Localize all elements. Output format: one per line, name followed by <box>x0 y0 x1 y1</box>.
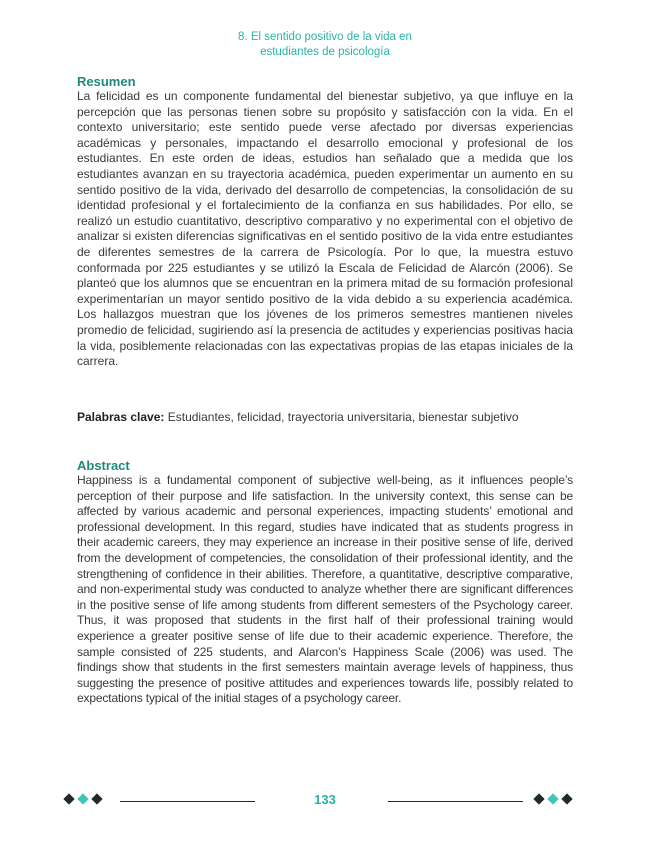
keywords-label: Palabras clave: <box>77 410 165 424</box>
footer-diamonds-right <box>535 795 571 803</box>
abstract-section <box>77 458 573 707</box>
abstract-heading: Abstract <box>77 458 130 473</box>
keywords-paragraph <box>77 410 573 426</box>
resumen-body: La felicidad es un componente fundamental del bienestar subjetivo, ya que influye en la percepción que las personas tienen sobre su propósito y satisfacción con la vida. En el contexto universitario; este sentido puede verse afectado por diversas experiencias académicas y personales, impactando el desarrollo emocional y profesional de los estudiantes. En este orden de ideas, estudios han señalado que a medida que los estudiantes avanzan en su trayectoria académica, pueden experimentar un aumento en su sentido positivo de la vida, derivado del desarrollo de competencias, la consolidación de su identidad profesional y el fortalecimiento de la confianza en sus habilidades. Por ello, se realizó un estudio cuantitativo, descriptivo comparativo y no experimental con el objetivo de analizar si existen diferencias significativas en el sentido positivo de la vida entre estudiantes de diferentes semestres de la carrera de Psicología. Por lo que, la muestra estuvo conformada por 225 estudiantes y se utilizó la Escala de Felicidad de Alarcón (2006). Se planteó que los alumnos que se encuentran en la primera mitad de su formación profesional experimentarían un mayor sentido positivo de la vida debido a su experiencia académica. Los hallazgos muestran que los jóvenes de los primeros semestres mantienen niveles promedio de felicidad, sugiriendo así la presencia de actitudes y experiencias positivas hacia la vida, posiblemente relacionadas con las expectativas propias de las etapas iniciales de la carrera. <box>77 89 573 369</box>
page-footer <box>0 786 650 816</box>
diamond-icon <box>547 793 558 804</box>
keywords-section <box>77 410 573 426</box>
resumen-heading: Resumen <box>77 74 136 89</box>
resumen-section <box>77 74 573 370</box>
diamond-icon <box>561 793 572 804</box>
footer-rule-right <box>388 801 523 802</box>
abstract-body: Happiness is a fundamental component of subjective well-being, as it influences people’s perception of their purpose and life satisfaction. In the university context, this sense can be affected by various academic and personal experiences, impacting students’ emotional and professional development. In this regard, studies have indicated that as students progress in their academic careers, they may experience an increase in their positive sense of life, derived from the development of competencies, the consolidation of their professional identity, and the strengthening of confidence in their abilities. Therefore, a quantitative, descriptive comparative, and non-experimental study was conducted to analyze whether there are significant differences in the positive sense of life among students from different semesters of the Psychology career. Thus, it was proposed that students in the first half of their professional training would experience a greater positive sense of life due to their academic experience. Therefore, the sample consisted of 225 students, and Alarcon’s Happiness Scale (2006) was used. The findings show that students in the first semesters maintain average levels of happiness, thus suggesting the presence of positive attitudes and experiences towards life, possibly related to expectations typical of the initial stages of a psychology career. <box>77 473 573 706</box>
diamond-icon <box>533 793 544 804</box>
running-header-line-2: estudiantes de psicología <box>260 45 390 58</box>
running-header-line-1: 8. El sentido positivo de la vida en <box>238 31 412 43</box>
running-header <box>0 30 650 59</box>
keywords-text: Estudiantes, felicidad, trayectoria universitaria, bienestar subjetivo <box>164 410 519 424</box>
page-number: 133 <box>314 792 336 807</box>
